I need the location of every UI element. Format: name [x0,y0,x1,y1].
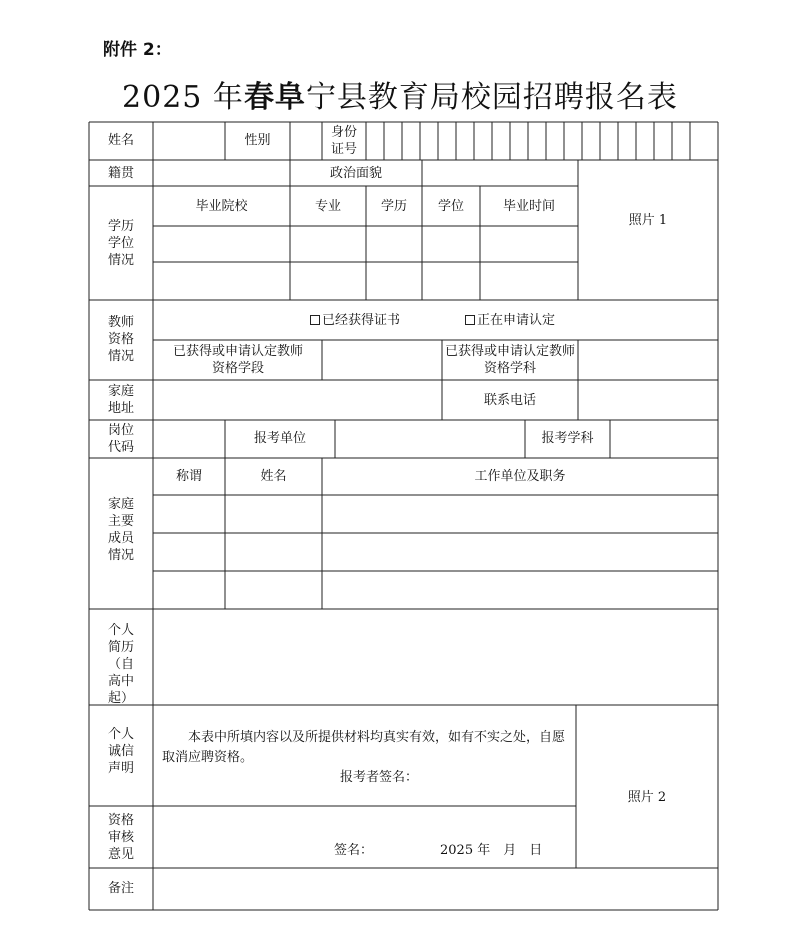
edu-row-1[interactable] [154,227,577,261]
phone-label: 联系电话 [483,393,536,408]
name-field[interactable] [154,123,224,159]
photo2-placeholder[interactable]: 照片 2 [627,790,667,805]
apply-unit-label: 报考单位 [253,431,306,446]
cert-stage-field[interactable] [323,341,441,379]
edu-col-degree: 学位 [437,199,464,214]
edu-col-school: 毕业院校 [195,199,248,214]
edu-col-education: 学历 [380,199,407,214]
edu-col-grad-time: 毕业时间 [502,199,555,214]
family-row-2[interactable] [154,534,717,570]
edu-col-major: 专业 [314,199,341,214]
apply-unit-field[interactable] [336,421,524,457]
cert-applying-label: 正在申请认定 [477,313,556,328]
phone-field[interactable] [579,381,717,419]
integrity-statement: 本表中所填内容以及所提供材料均真实有效，如有不实之处，自愿取消应聘资格。 [162,730,566,765]
id-number-label: 身份证号 [330,125,357,157]
apply-subject-label: 报考学科 [541,431,594,446]
education-section-label: 学历学位情况 [107,219,134,268]
cert-subject-label: 已获得或申请认定教师资格学科 [444,344,575,376]
id-number-field[interactable] [367,123,717,159]
review-date: 2025 年 月 日 [440,843,543,858]
gender-field[interactable] [291,123,321,159]
post-code-label: 岗位代码 [107,423,134,455]
family-col-relation: 称谓 [175,469,202,484]
home-address-field[interactable] [154,381,441,419]
cert-stage-label: 已获得或申请认定教师资格学段 [172,344,303,376]
title-bold-part: 春阜 [243,80,306,115]
integrity-label: 个人诚信声明 [107,727,134,776]
checkbox-icon [310,315,320,325]
remarks-field[interactable] [154,869,717,909]
cert-subject-field[interactable] [579,341,717,379]
review-sign-label: 签名： [334,843,374,858]
resume-label: 个人简历（自高中起） [107,623,134,706]
cert-obtained-checkbox[interactable] [310,312,400,329]
family-row-3[interactable] [154,572,717,608]
resume-field[interactable] [154,610,717,704]
checkbox-icon [465,315,475,325]
edu-row-2[interactable] [154,263,577,299]
title-year: 2025 年 [122,80,244,115]
attachment-label: 附件 2： [103,40,172,60]
name-label: 姓名 [107,133,134,148]
review-field[interactable] [154,807,575,837]
photo1-placeholder[interactable]: 照片 1 [628,213,668,228]
political-status-label: 政治面貌 [329,166,382,181]
cert-obtained-label: 已经获得证书 [322,313,401,328]
title-rest: 宁县教育局校园招聘报名表 [305,80,678,115]
native-place-label: 籍贯 [107,166,134,181]
family-row-1[interactable] [154,496,717,532]
post-code-field[interactable] [154,421,224,457]
cert-applying-checkbox[interactable] [465,312,555,329]
applicant-sign-label: 报考者签名： [340,770,419,785]
family-col-name: 姓名 [260,469,287,484]
apply-subject-field[interactable] [611,421,717,457]
native-place-field[interactable] [154,161,289,185]
family-col-work: 工作单位及职务 [474,469,566,484]
political-status-field[interactable] [423,161,577,185]
gender-label: 性别 [244,133,271,148]
remarks-label: 备注 [107,881,134,896]
review-label: 资格审核意见 [107,813,134,862]
teacher-section-label: 教师资格情况 [107,315,134,364]
home-address-label: 家庭地址 [107,384,134,416]
family-section-label: 家庭主要成员情况 [107,497,134,563]
